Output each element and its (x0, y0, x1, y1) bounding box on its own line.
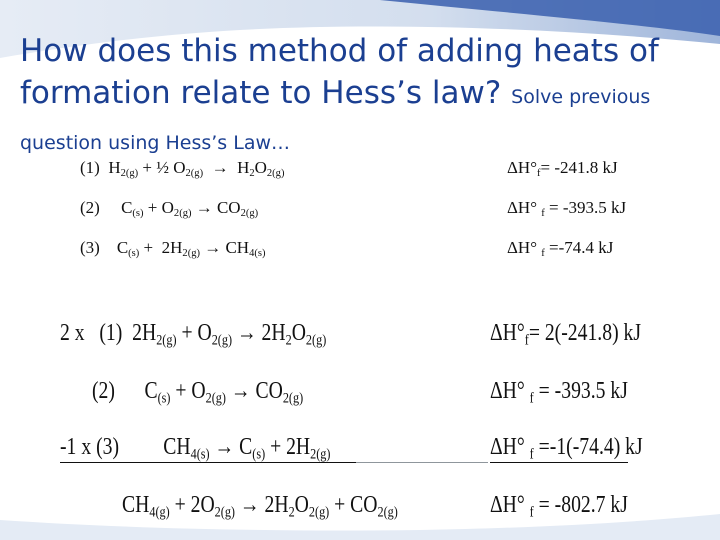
solution-enthalpy-1: $\Delta H^\circ_f= 2(-241.8)$ kJ (490, 320, 642, 349)
given-reaction-3: (3) $C_{(s)} + 2H_{2(g)} \to CH_{4(s)}$ (80, 238, 266, 260)
solution-enthalpy-2: ΔH° $_f$ = -393.5 kJ (490, 378, 628, 407)
sum-underline-left (60, 462, 356, 463)
solution-step-2: (2) $C_{(s)} + O_{2(g)} \to CO_{2(g)}$ (92, 378, 304, 407)
given-enthalpy-1: $\Delta H^\circ_f= -241.8$ kJ (507, 158, 618, 180)
title-main: How does this method of adding heats of formation relate to Hess’s law? (20, 33, 659, 111)
solution-step-3: -1 x (3) $CH_{4(s)} \to C_{(s)} + 2H_{2(g)}$ (60, 434, 331, 463)
result-enthalpy: ΔH° $_f$ = -802.7 kJ (490, 492, 628, 521)
title-subtitle: Solve previous question using Hess’s Law… (20, 86, 651, 154)
result-equation: $CH_{4(g)} + 2O_{2(g)} \to 2H_2O_{2(g)} + CO_{2(g)}$ (122, 492, 398, 521)
solution-enthalpy-3: ΔH° $_f$ =-1(-74.4) kJ (490, 434, 643, 463)
sum-underline-mid (356, 462, 488, 463)
given-enthalpy-2: ΔH° $_f$ = -393.5 kJ (507, 198, 627, 220)
given-reaction-1: (1) $H_{2(g)}$ + ½ $O_{2(g)} \to H_2O_{2(g)}$ (80, 158, 285, 180)
slide-title (20, 30, 710, 164)
sum-underline-right (490, 462, 628, 463)
solution-step-1: 2 x (1) $2H_{2(g)} + O_{2(g)} \to 2H_2O_{2(g)}$ (60, 320, 327, 349)
given-reaction-2: (2) $C_{(s)} + O_{2(g)} \to CO_{2(g)}$ (80, 198, 259, 220)
given-enthalpy-3: ΔH° $_f$ =-74.4 kJ (507, 238, 614, 260)
